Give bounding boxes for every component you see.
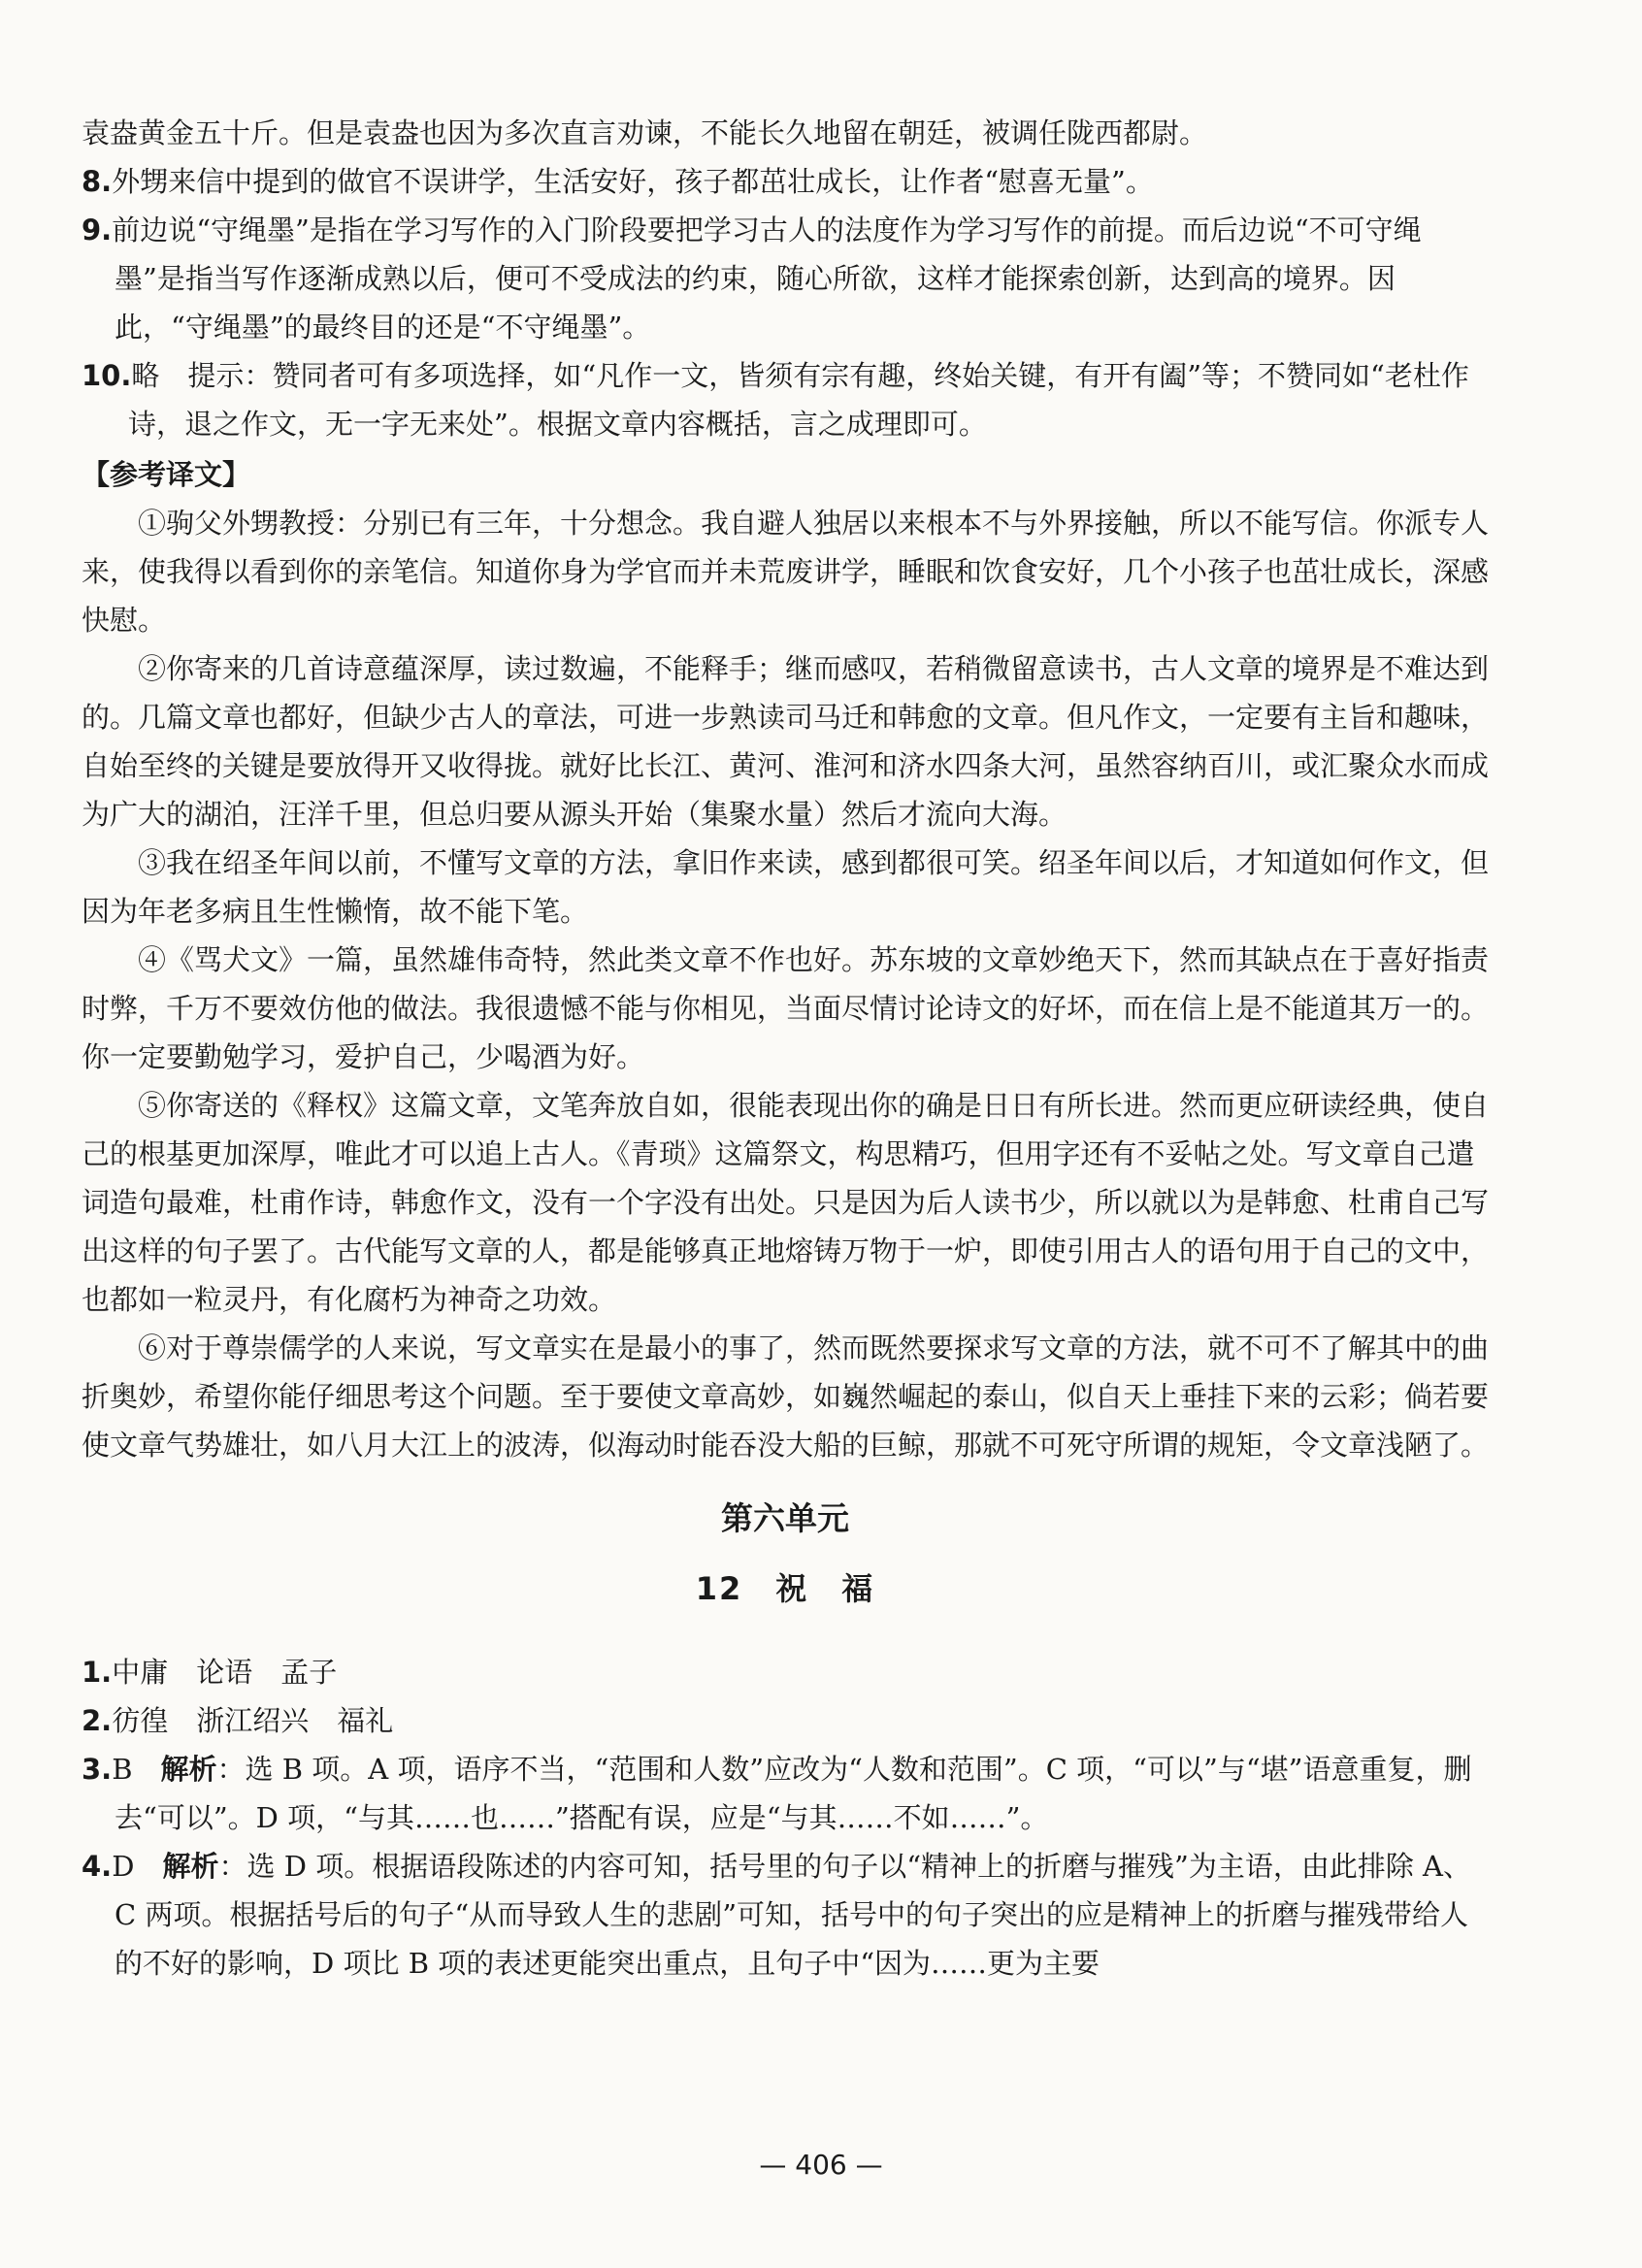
answer-number: 9. (82, 214, 113, 247)
answer-number: 4. (82, 1850, 113, 1883)
answer-text: 中庸 论语 孟子 (112, 1656, 338, 1689)
answer-text: 彷徨 浙江绍兴 福礼 (112, 1704, 394, 1737)
continuation-text: 袁盎黄金五十斤。但是袁盎也因为多次直言劝谏，不能长久地留在朝廷，被调任陇西都尉。 (82, 116, 1208, 149)
answer-number: 3. (82, 1753, 113, 1786)
answer-item-8 (82, 157, 1489, 206)
translation-paragraph: ⑥对于尊崇儒学的人来说，写文章实在是最小的事了，然而既然要探求写文章的方法，就不可不了解其中的曲折奥妙，希望你能仔细思考这个问题。至于要使文章高妙，如巍然崛起的泰山，似自天上垂挂下来的云彩；倘若要使文章气势雄壮，如八月大江上的波涛，似海动时能吞没大船的巨鲸，那就不可死守所谓的规矩，令文章浅陋了。 (82, 1331, 1490, 1462)
lesson-title: 12 祝 福 (695, 1570, 875, 1607)
answer-text: 前边说“守绳墨”是指在学习写作的入门阶段要把学习古人的法度作为学习写作的前提。而后边说“不可守绳墨”是指当写作逐渐成熟以后，便可不受成法的约束，随心所欲，这样才能探索创新，达到高的境界。因此，“守绳墨”的最终目的还是“不守绳墨”。 (112, 214, 1422, 344)
analysis-label: 解析 (162, 1850, 219, 1883)
answer-number: 8. (82, 165, 113, 198)
page-number: — 406 — (759, 2149, 883, 2181)
answer-text: ：选 B 项。A 项，语序不当，“范围和人数”应改为“人数和范围”。C 项，“可以”与“堪”语意重复，删去“可以”。D 项，“与其……也……”搭配有误，应是“与其……不如……”。 (115, 1753, 1472, 1834)
answer-number: 2. (82, 1704, 113, 1737)
translation-heading: 【参考译文】 (82, 458, 251, 491)
translation-paragraph: ②你寄来的几首诗意蕴深厚，读过数遍，不能释手；继而感叹，若稍微留意读书，古人文章的境界是不难达到的。几篇文章也都好，但缺少古人的章法，可进一步熟读司马迁和韩愈的文章。但凡作文，一定要有主旨和趣味，自始至终的关键是要放得开又收得拢。就好比长江、黄河、淮河和济水四条大河，虽然容纳百川，或汇聚众水而成为广大的湖泊，汪洋千里，但总归要从源头开始（集聚水量）然后才流向大海。 (82, 652, 1490, 831)
unit-answer-3 (82, 1745, 1489, 1842)
unit-answer-1 (82, 1648, 1489, 1696)
translation-paragraph: ④《骂犬文》一篇，虽然雄伟奇特，然此类文章不作也好。苏东坡的文章妙绝天下，然而其缺点在于喜好指责时弊，千万不要效仿他的做法。我很遗憾不能与你相见，当面尽情讨论诗文的好坏，而在信上是不能道其万一的。你一定要勤勉学习，爱护自己，少喝酒为好。 (82, 943, 1490, 1073)
unit-answer-4 (82, 1842, 1489, 1988)
translation-paragraph: ①驹父外甥教授：分别已有三年，十分想念。我自避人独居以来根本不与外界接触，所以不能写信。你派专人来，使我得以看到你的亲笔信。知道你身为学官而并未荒废讲学，睡眠和饮食安好，几个小孩子也茁壮成长，深感快慰。 (82, 507, 1490, 637)
translation-paragraph: ③我在绍圣年间以前，不懂写文章的方法，拿旧作来读，感到都很可笑。绍圣年间以后，才知道如何作文，但因为年老多病且生性懒惰，故不能下笔。 (82, 846, 1490, 928)
answer-letter: D (112, 1850, 135, 1883)
answer-item-10 (82, 351, 1489, 448)
answer-text: 略 提示：赞同者可有多项选择，如“凡作一文，皆须有宗有趣，终始关键，有开有阖”等；不赞同如“老杜作诗，退之作文，无一字无来处”。根据文章内容概括，言之成理即可。 (128, 359, 1469, 441)
unit-answer-2 (82, 1696, 1489, 1745)
answer-text: 外甥来信中提到的做官不误讲学，生活安好，孩子都茁壮成长，让作者“慰喜无量”。 (112, 165, 1154, 198)
answer-number: 10. (82, 359, 132, 392)
page-content (82, 109, 1489, 1988)
unit-title: 第六单元 (721, 1499, 849, 1537)
answer-letter: B (112, 1753, 133, 1786)
answer-item-9 (82, 206, 1489, 351)
translation-paragraph: ⑤你寄送的《释权》这篇文章，文笔奔放自如，很能表现出你的确是日日有所长进。然而更应研读经典，使自己的根基更加深厚，唯此才可以追上古人。《青琐》这篇祭文，构思精巧，但用字还有不妥帖之处。写文章自己遣词造句最难，杜甫作诗，韩愈作文，没有一个字没有出处。只是因为后人读书少，所以就以为是韩愈、杜甫自己写出这样的句子罢了。古代能写文章的人，都是能够真正地熔铸万物于一炉，即使引用古人的语句用于自己的文中，也都如一粒灵丹，有化腐朽为神奇之功效。 (82, 1089, 1490, 1316)
analysis-label: 解析 (160, 1753, 217, 1786)
answer-text: ：选 D 项。根据语段陈述的内容可知，括号里的句子以“精神上的折磨与摧残”为主语，由此排除 A、C 两项。根据括号后的句子“从而导致人生的悲剧”可知，括号中的句子突出的应是精神上的折磨与摧残带给人的不好的影响，D 项比 B 项的表述更能突出重点，且句子中“因为……更为主要 (115, 1850, 1472, 1980)
answer-number: 1. (82, 1656, 113, 1689)
